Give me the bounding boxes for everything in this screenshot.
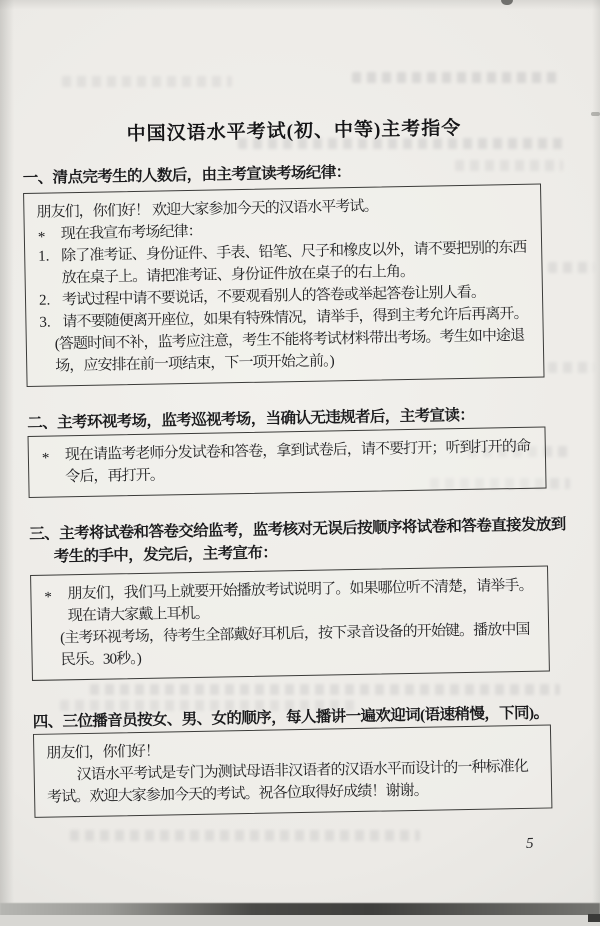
scan-corner-nub <box>588 914 600 922</box>
instruction-note <box>44 619 537 672</box>
line-text: 现在我宣布考场纪律： <box>60 223 202 243</box>
line-text: 现在请监考老师分发试卷和答卷，拿到试卷后，请不要打开；听到打开的命令后，再打开。 <box>64 438 531 486</box>
line-text: 请不要随便离开座位，如果有特殊情况，请举手，得到主考允许后再离开。 <box>62 305 528 331</box>
section-heading-2: 二、主考环视考场，监考巡视考场，当确认无违规者后，主考宣读： <box>27 406 475 432</box>
asterisk-marker: * <box>37 229 46 246</box>
instruction-line <box>41 436 534 489</box>
line-text: (答题时间不补，监考应注意，考生不能将考试材料带出考场。考生如中途退场，应安排在前一项结束，下一项开始之前。) <box>54 327 525 375</box>
instruction-box-1 <box>23 184 544 387</box>
instruction-note <box>39 325 532 378</box>
page-number: 5 <box>525 835 534 852</box>
asterisk-marker: * <box>41 450 50 467</box>
line-text: 朋友们，你们好！ 欢迎大家参加今天的汉语水平考试。 <box>36 198 378 221</box>
instruction-line <box>47 756 540 809</box>
line-text: 朋友们，我们马上就要开始播放考试说明了。如果哪位听不清楚，请举手。现在请大家戴上耳机。 <box>67 577 533 625</box>
page-title: 中国汉语水平考试(初、中等)主考指令 <box>126 117 462 145</box>
instruction-box-2 <box>28 426 547 497</box>
line-text: 考试过程中请不要说话，不要观看别人的答卷或举起答卷让别人看。 <box>61 284 486 309</box>
item-number-marker: 2. <box>38 292 51 309</box>
scan-bottom-margin <box>0 915 600 926</box>
line-text: 朋友们，你们好！ <box>46 743 160 762</box>
section-heading-3: 三、主考将试卷和答卷交给监考，监考核对无误后按顺序将试卷和答卷直接发放到考生的手中，发完后，主考宣布： <box>29 516 566 566</box>
item-number-marker: 1. <box>38 248 50 265</box>
item-number-marker: 3. <box>39 314 51 331</box>
line-text: (主考环视考场，待考生全部戴好耳机后，按下录音设备的开始键。播放中国民乐。30秒。) <box>60 621 530 669</box>
asterisk-marker: * <box>44 589 53 606</box>
line-text: 除了准考证、身份证件、手表、铅笔、尺子和橡皮以外，请不要把别的东西放在桌子上。请把准考证、身份证件放在桌子的右上角。 <box>61 239 527 287</box>
section-heading-4: 四、三位播音员按女、男、女的顺序，每人播讲一遍欢迎词(语速稍慢，下同)。 <box>32 704 549 731</box>
instruction-box-3 <box>30 565 550 680</box>
instruction-box-4 <box>33 724 552 817</box>
line-text: 汉语水平考试是专门为测试母语非汉语者的汉语水平而设计的一种标准化考试。欢迎大家参加今天的考试。祝各位取得好成绩！谢谢。 <box>46 758 529 806</box>
section-heading-1: 一、清点完考生的人数后，由主考宣读考场纪律： <box>22 164 351 188</box>
